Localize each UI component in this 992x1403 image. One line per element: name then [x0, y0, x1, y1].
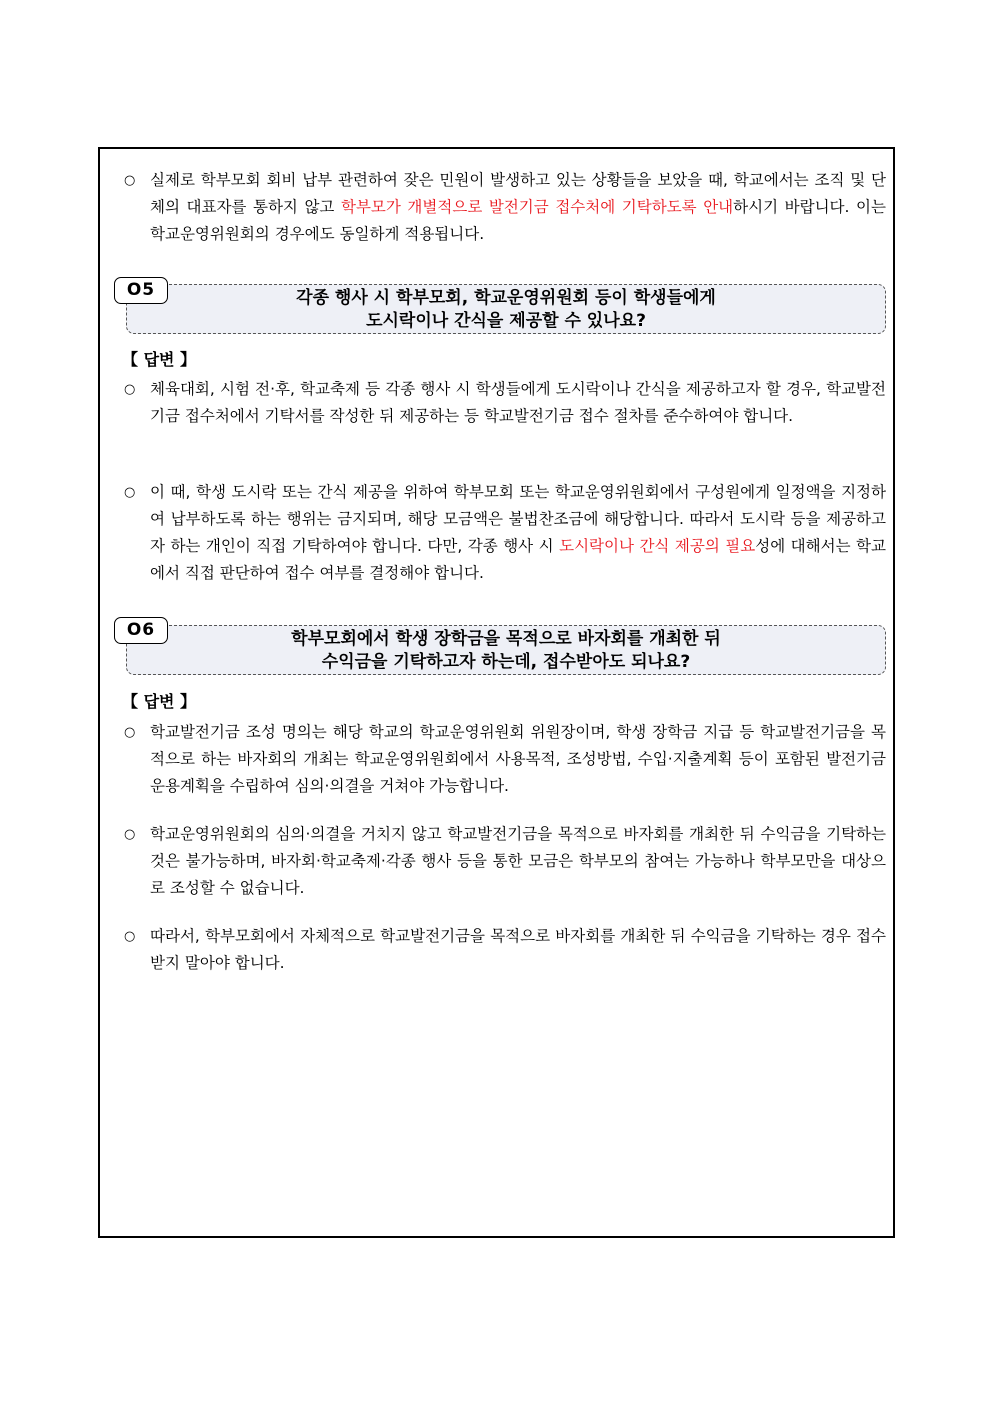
- q5-p2-post: 성에 대해서는 학교에서 직접 판단하여 접수 여부를 결정해야 합니다.: [150, 537, 886, 582]
- question-q5-line2: 도시락이나 간식을 제공할 수 있나요?: [366, 311, 646, 331]
- q5-paragraph-2: [124, 479, 886, 587]
- q6-paragraph-2-text: 학교운영위원회의 심의·의결을 거치지 않고 학교발전기금을 목적으로 바자회를 개최한 뒤 수익금을 기탁하는 것은 불가능하며, 바자회·학교축제·각종 행사 등을 통한 모금은 학부모의 참여는 가능하나 학부모만을 대상으로 조성할 수 없습니다.: [150, 825, 886, 897]
- question-q6-line2: 수익금을 기탁하고자 하는데, 접수받아도 되나요?: [321, 652, 691, 672]
- intro-text: [124, 167, 886, 248]
- intro-text-post: 하시기 바랍니다. 이는 학교운영위원회의 경우에도 동일하게 적용됩니다.: [150, 198, 886, 243]
- question-tag-q5: O5: [114, 277, 168, 304]
- question-q5-line1: 각종 행사 시 학부모회, 학교운영위원회 등이 학생들에게: [296, 288, 716, 308]
- q5-p2-pre: 이 때, 학생 도시락 또는 간식 제공을 위하여 학부모회 또는 학교운영위원회에서 구성원에게 일정액을 지정하여 납부하도록 하는 행위는 금지되며, 해당 모금액은 불법찬조금에 해당합니다. 따라서 도시락 등을 제공하고자 하는 개인이 직접 기탁하여야 합니다. 다만, 각종 행사 시: [150, 483, 886, 555]
- bullet-icon: ○: [124, 827, 136, 842]
- answer-label-q6: 【 답변 】: [122, 692, 197, 711]
- bullet-icon: ○: [124, 725, 136, 740]
- document-frame: [98, 147, 895, 1238]
- q6-paragraph-2: [124, 821, 886, 902]
- intro-text-highlight: 학부모가 개별적으로 발전기금 접수처에 기탁하도록 안내: [340, 198, 734, 216]
- answer-label-q5: 【 답변 】: [122, 350, 197, 369]
- question-tag-q6: O6: [114, 617, 168, 644]
- bullet-icon: ○: [124, 929, 136, 944]
- q5-p2-highlight: 도시락이나 간식 제공의 필요: [559, 537, 756, 555]
- q5-paragraph-1-text: 체육대회, 시험 전·후, 학교축제 등 각종 행사 시 학생들에게 도시락이나 간식을 제공하고자 할 경우, 학교발전기금 접수처에서 기탁서를 작성한 뒤 제공하는 등 학교발전기금 접수 절차를 준수하여야 합니다.: [150, 380, 886, 425]
- q6-paragraph-1-text: 학교발전기금 조성 명의는 해당 학교의 학교운영위원회 위원장이며, 학생 장학금 지급 등 학교발전기금을 목적으로 하는 바자회의 개최는 학교운영위원회에서 사용목적, 조성방법, 수입·지출계획 등이 포함된 발전기금 운용계획을 수립하여 심의·의결을 거쳐야 가능합니다.: [150, 723, 886, 795]
- intro-paragraph: [124, 167, 886, 248]
- q5-paragraph-1: [124, 376, 886, 430]
- bullet-icon: ○: [124, 485, 136, 500]
- intro-text-pre: 실제로 학부모회 회비 납부 관련하여 잦은 민원이 발생하고 있는 상황들을 보았을 때, 학교에서는 조직 및 단체의 대표자를 통하지 않고: [150, 171, 886, 216]
- question-box-q6: [126, 625, 886, 675]
- bullet-icon: ○: [124, 382, 136, 397]
- q6-paragraph-3-text: 따라서, 학부모회에서 자체적으로 학교발전기금을 목적으로 바자회를 개최한 뒤 수익금을 기탁하는 경우 접수 받지 말아야 합니다.: [150, 927, 886, 972]
- q5-paragraph-2-text: [124, 479, 886, 587]
- q6-paragraph-1: [124, 719, 886, 800]
- q6-paragraph-3: [124, 923, 886, 977]
- bullet-icon: ○: [124, 173, 136, 188]
- question-q6-line1: 학부모회에서 학생 장학금을 목적으로 바자회를 개최한 뒤: [291, 629, 721, 649]
- question-box-q5: [126, 284, 886, 334]
